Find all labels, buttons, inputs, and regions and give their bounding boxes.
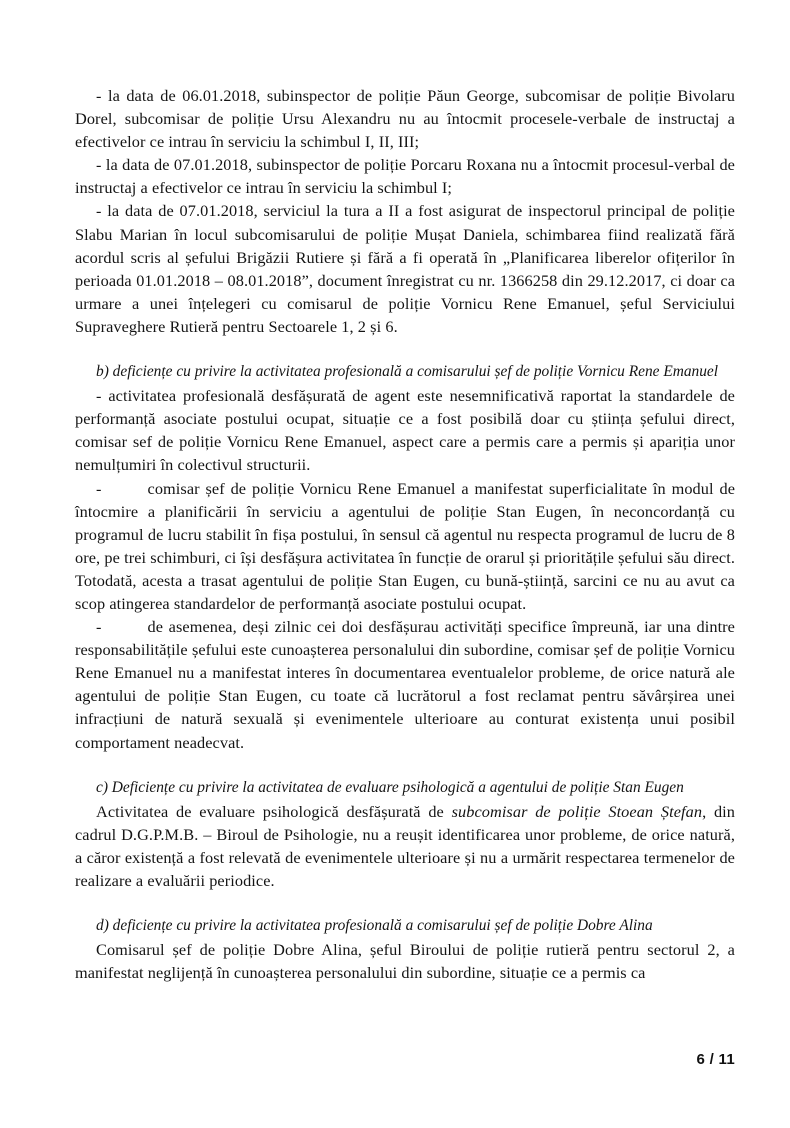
section-heading-b: b) deficiențe cu privire la activitatea profesională a comisarului șef de poliție Vornicu Rene Emanuel [96, 363, 719, 381]
document-body [75, 84, 735, 984]
bullet-dash-b3: - [96, 617, 102, 637]
section-d-paragraph: Comisarul șef de poliție Dobre Alina, șeful Biroului de poliție rutieră pentru sectorul 2, a manifestat neglijență în cunoașterea personalului din subordine, situație ce a permis ca [75, 940, 735, 983]
section-b-paragraph-3-text: de asemenea, deși zilnic cei doi desfășurau activități specifice împreună, iar una dintre responsabilitățile șefului este cunoașterea personalului din subordine, comisar șef de poliție Vornicu Rene Emanuel nu a manifestat interes în documentarea eventualelor probleme, de orice natură ale agentului de poliție Stan Eugen, cu toate că lucrătorul a fost reclamat pentru săvârșirea unei infracțiuni de natură sexuală și evenimentele ulterioare au conturat existența unui posibil comportament neadecvat. [75, 617, 735, 752]
section-heading-d: d) deficiențe cu privire la activitatea profesională a comisarului șef de poliție Dobre Alina [96, 917, 653, 935]
paragraph-bullet-date-06012018: - la data de 06.01.2018, subinspector de poliție Păun George, subcomisar de poliție Bivolaru Dorel, subcomisar de poliție Ursu Alexandru nu au întocmit procesele-verbale de instructaj a efectivelor ce intrau în serviciu la schimbul I, II, III; [75, 86, 735, 152]
section-b-paragraph-2-text: comisar șef de poliție Vornicu Rene Emanuel a manifestat superficialitate în modul de întocmire a planificării în serviciu a agentului de poliție Stan Eugen, în neconcordanță cu programul de lucru stabilit în fișa postului, în sensul că agentul nu respecta programul de lucru de 8 ore, pe trei schimburi, ci își desfășura activitatea în funcție de orarul și prioritățile șefului său direct. Totodată, acesta a trasat agentului de poliție Stan Eugen, cu bună-știință, sarcini ce nu au avut ca scop atingerea standardelor de performanță asociate postului ocupat. [75, 478, 735, 613]
section-c-italic-name: subcomisar de poliție Stoean Ștefan [451, 801, 703, 821]
section-c-text-before: Activitatea de evaluare psihologică desfășurată de [96, 801, 452, 821]
paragraph-bullet-date-07012018-slabu: - la data de 07.01.2018, serviciul la tura a II a fost asigurat de inspectorul principal de poliție Slabu Marian în locul subcomisarului de poliție Mușat Daniela, schimbarea fiind realizată fără acordul scris al șefului Brigăzii Rutiere și fără a fi operată în „Planificarea liberelor ofițerilor în perioada 01.01.2018 – 08.01.2018”, document înregistrat cu nr. 1366258 din 29.12.2017, ci doar ca urmare a unei înțelegeri cu comisarul de poliție Vornicu Rene Emanuel, șeful Serviciului Supraveghere Rutieră pentru Sectoarele 1, 2 și 6. [75, 201, 735, 336]
bullet-dash-b2: - [96, 478, 102, 498]
section-c-paragraph [75, 800, 735, 892]
page-number: 6 / 11 [696, 1051, 735, 1068]
section-heading-c: c) Deficiențe cu privire la activitatea de evaluare psihologică a agentului de poliție Stan Eugen [96, 778, 684, 796]
paragraph-bullet-date-07012018-porcaru: - la data de 07.01.2018, subinspector de poliție Porcaru Roxana nu a întocmit procesul-verbal de instructaj a efectivelor ce intrau în serviciu la schimbul I; [75, 155, 735, 198]
section-b-paragraph-2 [75, 477, 735, 616]
section-b-paragraph-3 [75, 615, 735, 754]
section-c-text-after: , din cadrul D.G.P.M.B. – Biroul de Psihologie, nu a reușit identificarea unor probleme, de orice natură, a căror existență a fost relevată de evenimentele ulterioare și nu a urmărit respectarea termenelor de realizare a evaluării periodice. [75, 801, 736, 890]
section-b-paragraph-1: - activitatea profesională desfășurată de agent este nesemnificativă raportat la standardele de performanță asociate postului ocupat, situație ce a fost posibilă doar cu știința șefului direct, comisar sef de poliție Vornicu Rene Emanuel, aspect care a permis care a permis și apariția unor nemulțumiri în colectivul structurii. [75, 386, 735, 475]
